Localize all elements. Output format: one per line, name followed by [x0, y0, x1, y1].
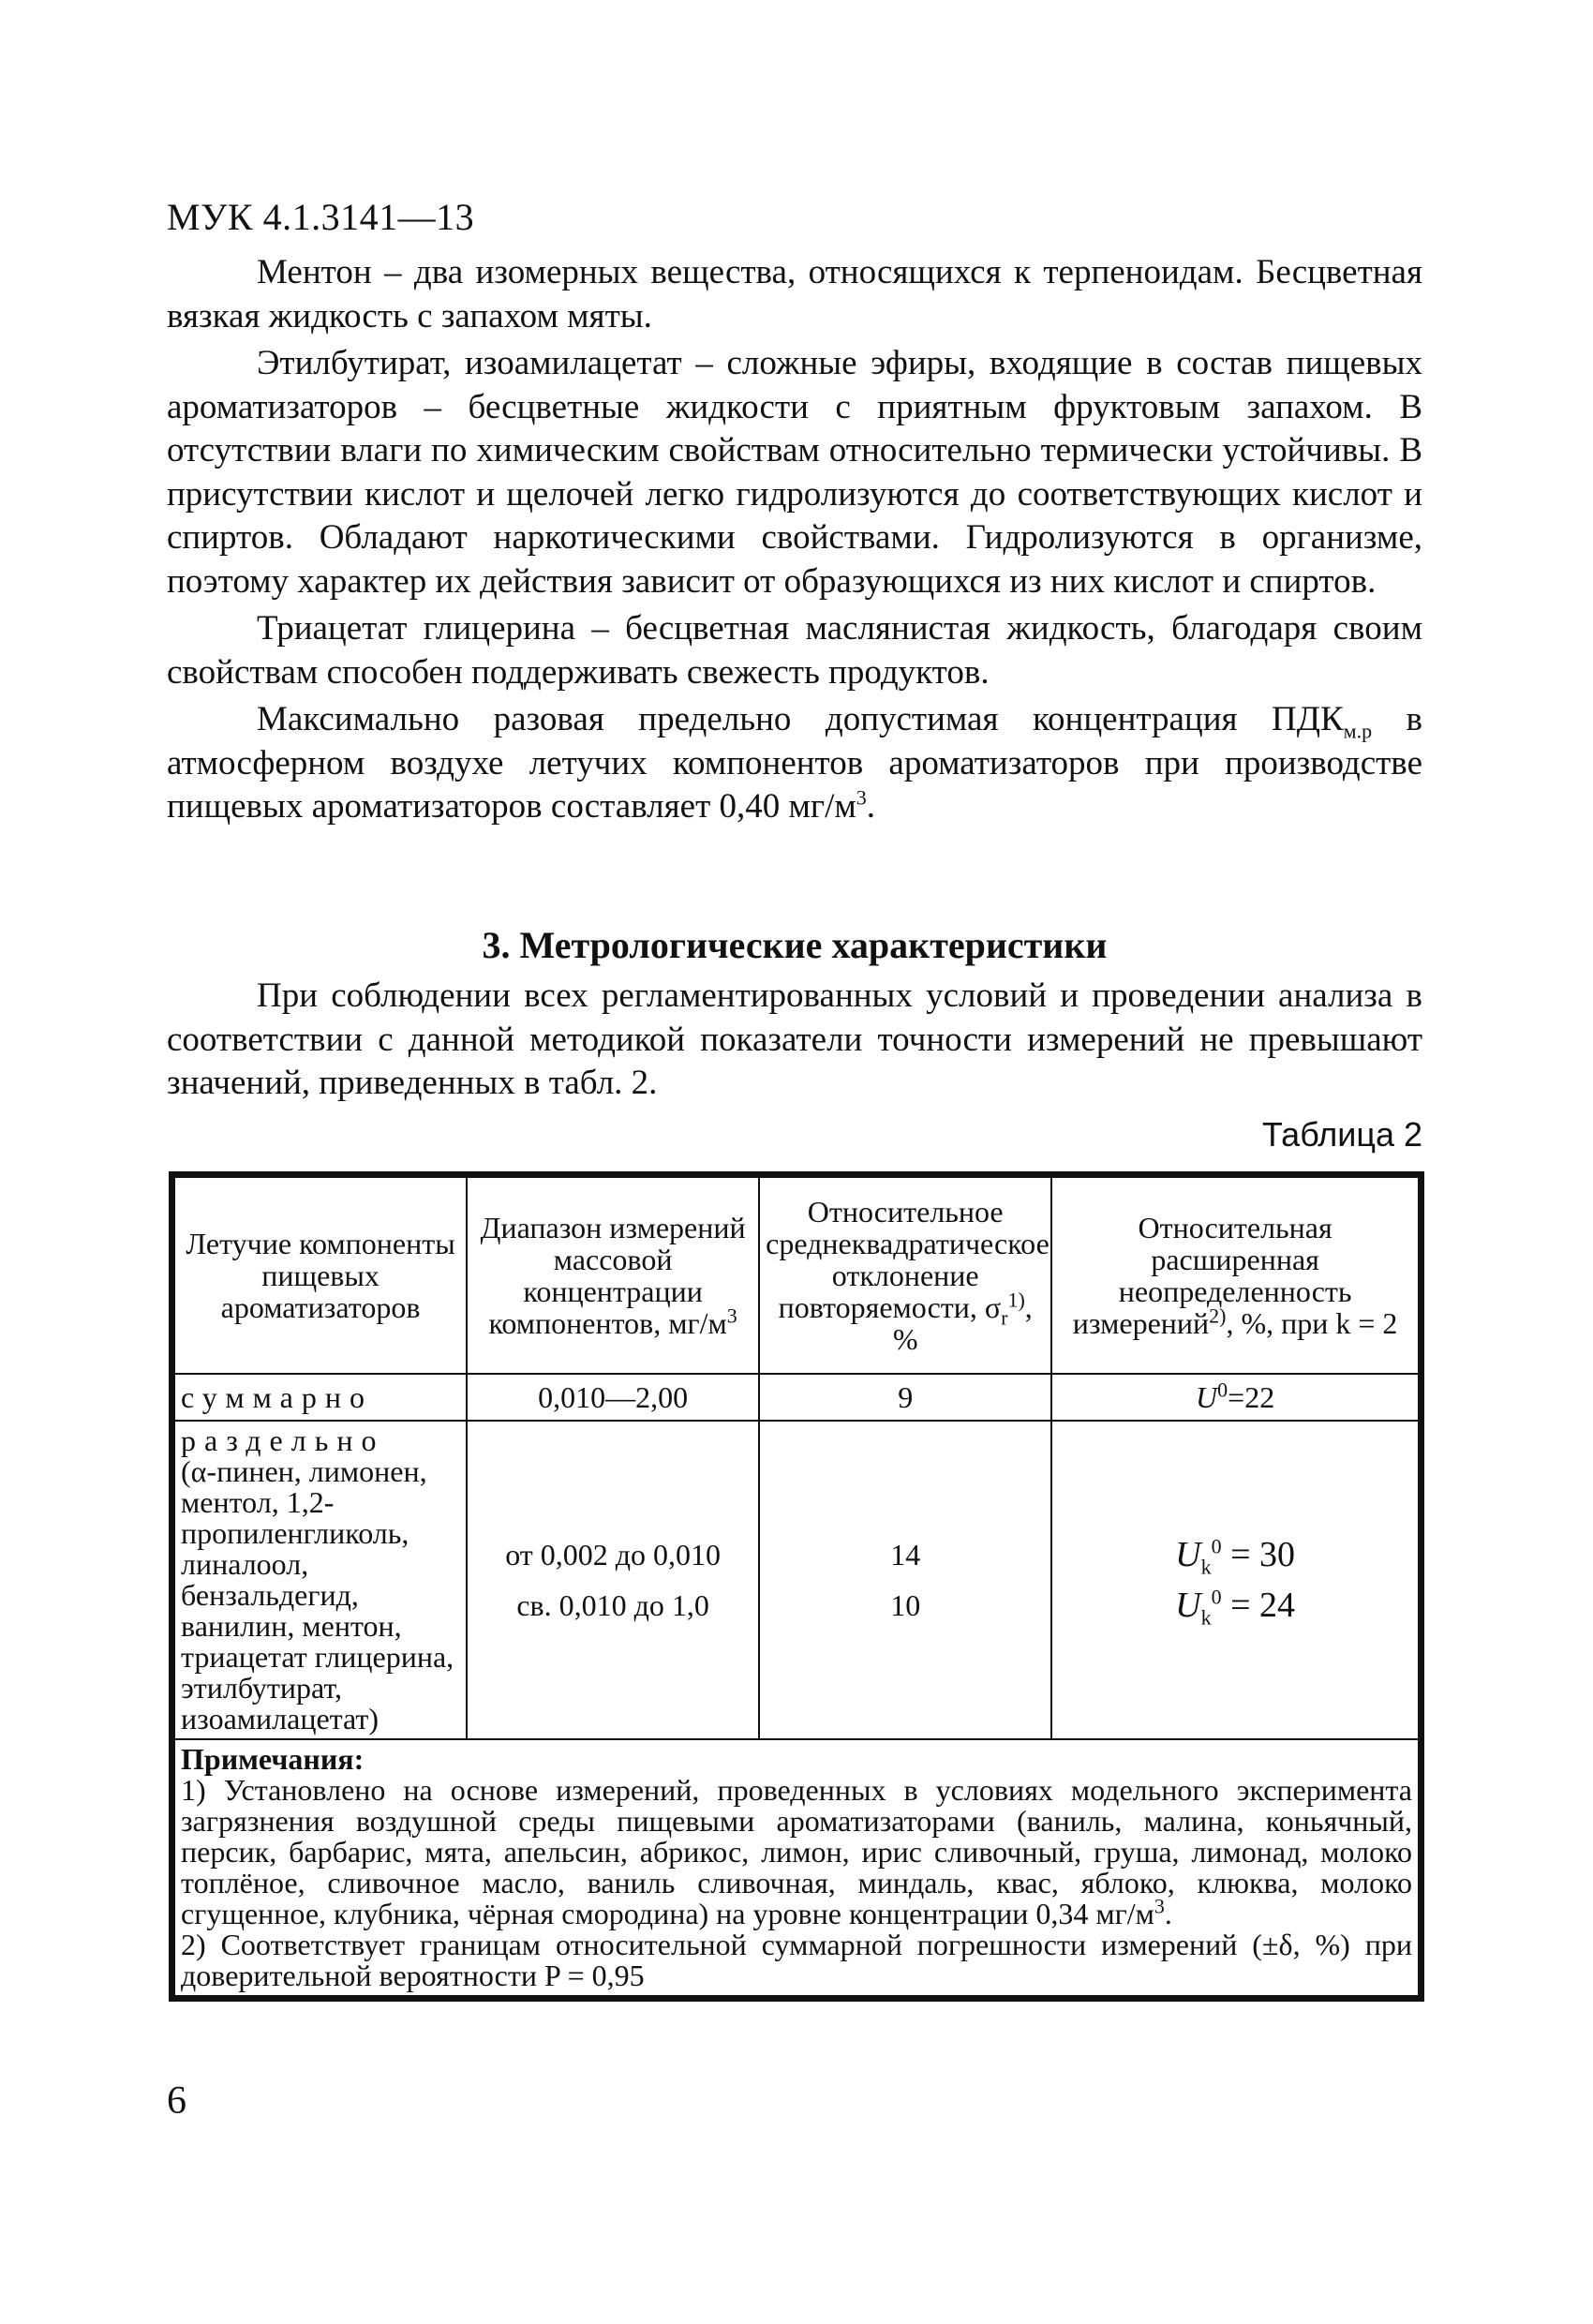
section-intro-block [167, 975, 1422, 1110]
u-value: = 24 [1230, 1586, 1296, 1625]
u-value: = 30 [1230, 1535, 1296, 1574]
u-sub: k [1200, 1605, 1212, 1630]
cell-sum-label: суммарно [174, 1374, 467, 1421]
cell-sum-u [1051, 1374, 1419, 1421]
metrology-table [169, 1171, 1424, 2002]
section-intro: При соблюдении всех регламентированных условий и проведении анализа в соответствии с данной методикой показатели точности измерений не превышают значений, приведенных в табл. 2. [167, 976, 1422, 1102]
cell-sep-components [174, 1421, 467, 1739]
section-heading: 3. Метрологические характеристики [482, 924, 1108, 966]
paragraph-esters: Этилбутират, изоамилацетат – сложные эфиры, входящие в состав пищевых ароматизаторов – бесцветные жидкости с приятным фруктовым запахом. В отсутствии влаги по химическим свойствам относительно термически устойчивы. В присутствии кислот и щелочей легко гидролизуются до соответствующих кислот и спиртов. Обладают наркотическими свойствами. Гидролизуются в организме, поэтому характер их действия зависит от образующихся из них кислот и спиртов. [167, 344, 1422, 601]
cell-sum-range: 0,010—2,00 [467, 1374, 759, 1421]
header-range [467, 1177, 759, 1374]
table-header-row [174, 1177, 1419, 1374]
u-sub: k [1200, 1555, 1212, 1579]
paragraph-pdk [167, 698, 1422, 829]
table-notes-row [174, 1739, 1419, 1996]
table-row [174, 1374, 1419, 1421]
header-uncertainty [1051, 1177, 1419, 1374]
u-sup: 0 [1211, 1585, 1222, 1609]
page-number: 6 [167, 2079, 186, 2123]
note-1-end: . [1164, 1897, 1172, 1930]
header-components [174, 1177, 467, 1374]
u-symbol: U [1175, 1535, 1201, 1574]
header-uncertainty-tail: , %, при k = 2 [1226, 1306, 1398, 1340]
paragraph-menthone: Ментон – два изомерных вещества, относящихся к терпеноидам. Бесцветная вязкая жидкость с запахом мяты. [167, 253, 1422, 335]
note-1 [181, 1775, 1412, 1929]
u-sup: 0 [1211, 1534, 1222, 1558]
pdk-superscript: 3 [856, 785, 867, 810]
header-sigma-text: Относительное среднеквадратическое отклонение повторяемости, σ [766, 1195, 1050, 1324]
sigma-item: 10 [890, 1588, 921, 1622]
cell-sum-sigma: 9 [759, 1374, 1051, 1421]
cell-sep-u [1051, 1421, 1419, 1739]
range-item: от 0,002 до 0,010 [505, 1538, 722, 1572]
pdk-text-3: . [866, 787, 876, 826]
sigma-item: 14 [890, 1538, 921, 1572]
note-1-text: 1) Установлено на основе измерений, проведенных в условиях модельного эксперимента загрязнения воздушной среды пищевыми ароматизаторами (ваниль, малина, коньячный, персик, барбарис, мята, апельсин, абрикос, лимон, ирис сливочный, груша, лимонад, молоко топлёное, сливочное масло, ваниль сливочная, миндаль, квас, яблоко, клюква, молоко сгущенное, клубника, чёрная смородина) на уровне концентрации 0,34 мг/м [181, 1773, 1412, 1930]
pdk-text-2: в атмосферном воздухе летучих компонентов ароматизаторов при производстве пищевых ароматизаторов составляет 0,40 мг/м [167, 700, 1422, 826]
header-range-text: Диапазон измерений массовой концентрации компонентов, мг/м [480, 1211, 746, 1340]
paragraph-triacetin: Триацетат глицерина – бесцветная маслянистая жидкость, благодаря своим свойствам способен поддерживать свежесть продуктов. [167, 609, 1422, 692]
table-caption: Таблица 2 [1261, 1115, 1422, 1154]
table-row [174, 1421, 1419, 1739]
u-symbol: U [1196, 1380, 1218, 1414]
note-2: 2) Соответствует границам относительной суммарной погрешности измерений (±δ, %) при доверительной вероятности P = 0,95 [181, 1928, 1412, 1992]
range-item: св. 0,010 до 1,0 [516, 1588, 709, 1622]
cell-sep-list: (α-пинен, лимонен, ментол, 1,2-пропиленгликоль, линалоол, бензальдегид, ванилин, ментон, триацетат глицерина, этилбутират, изоамилацетат) [181, 1454, 454, 1736]
header-components-text: Летучие компоненты пищевых ароматизаторов [186, 1227, 455, 1324]
cell-sep-ranges [467, 1421, 759, 1739]
pdk-text-1: Максимально разовая предельно допустимая концентрация ПДК [257, 700, 1344, 738]
cell-sep-sigmas [759, 1421, 1051, 1739]
pdk-subscript: м.р [1343, 719, 1373, 743]
notes-title: Примечания: [181, 1742, 365, 1776]
u-symbol: U [1175, 1586, 1201, 1625]
document-code: МУК 4.1.3141—13 [167, 196, 475, 238]
header-sigma-sub: r [1001, 1305, 1008, 1330]
u-item [1058, 1580, 1412, 1631]
u-sup: 0 [1217, 1378, 1228, 1402]
header-range-sup: 3 [726, 1304, 737, 1328]
cell-sep-label: раздельно [181, 1423, 385, 1457]
header-sigma [759, 1177, 1051, 1374]
u-value: =22 [1228, 1380, 1275, 1414]
u-item [1058, 1529, 1412, 1580]
header-sigma-sup: 1) [1007, 1288, 1025, 1312]
header-uncertainty-sup: 2) [1209, 1304, 1227, 1328]
header-sigma-tail: , % [892, 1290, 1033, 1356]
note-1-sup: 3 [1154, 1894, 1165, 1918]
body-text-block [167, 251, 1422, 833]
table-notes [174, 1739, 1419, 1996]
header-uncertainty-text: Относительная расширенная неопределенность измерений [1072, 1211, 1352, 1340]
